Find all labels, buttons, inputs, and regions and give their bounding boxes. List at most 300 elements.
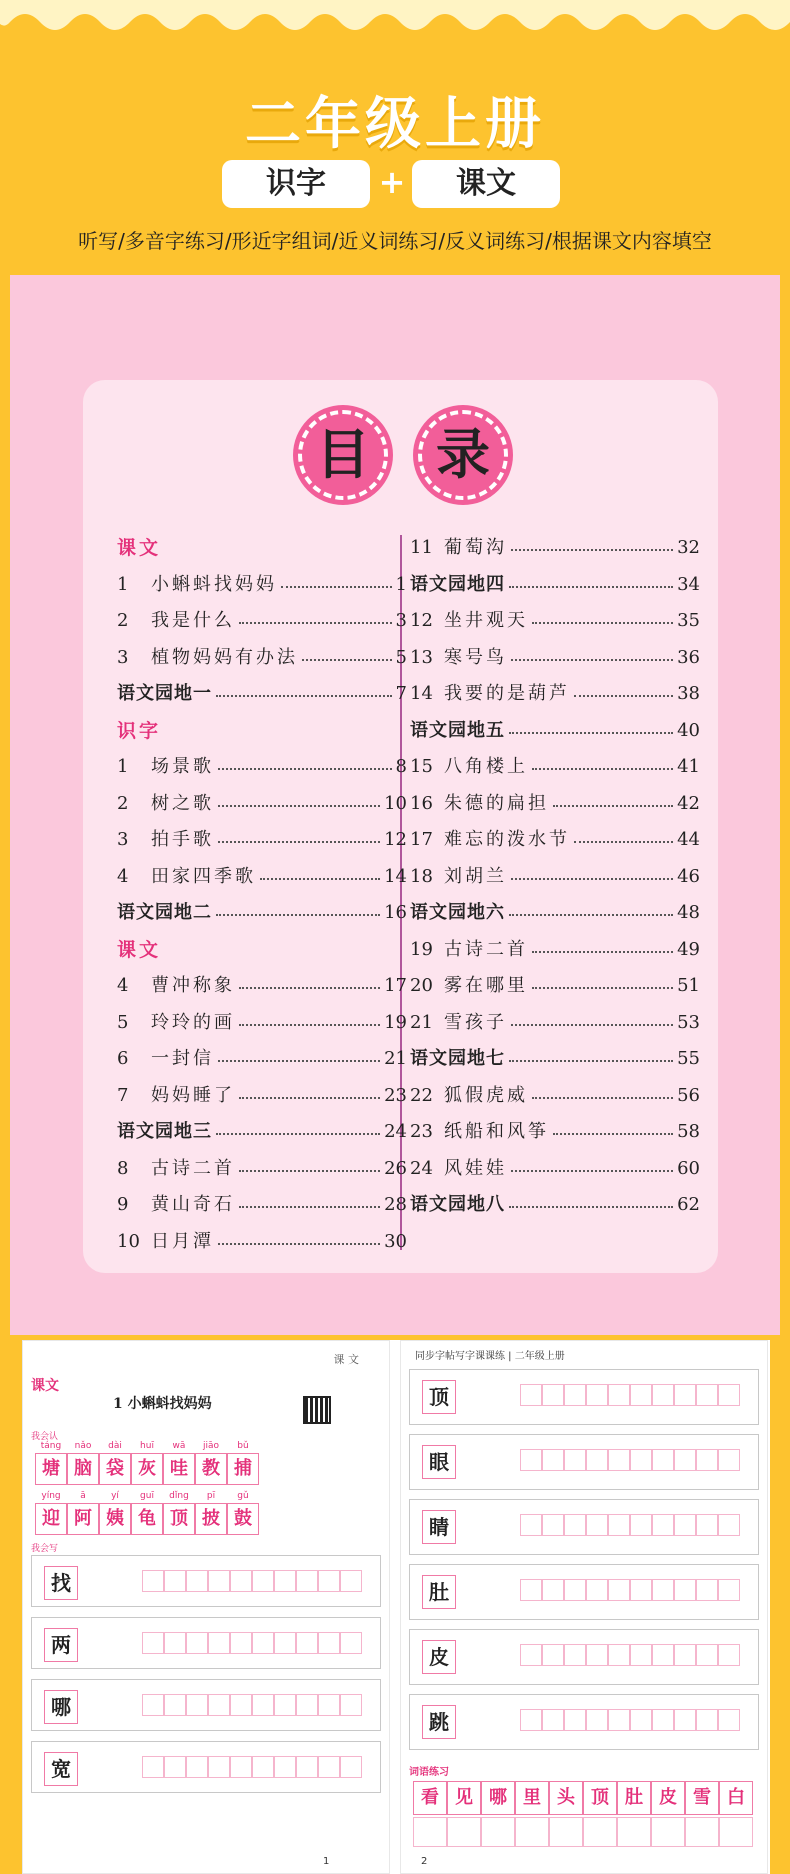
stroke-cell [608,1449,630,1471]
toc-page: 21 [384,1048,407,1069]
stroke-cell [652,1709,674,1731]
char-cell: 龟 [131,1503,163,1535]
toc-category: 课文 [117,537,162,559]
stroke-cell [586,1579,608,1601]
stroke-cells [520,1449,740,1471]
write-block [409,1499,759,1555]
toc-leader [532,1097,673,1099]
toc-row [117,932,407,969]
stroke-cell [674,1644,696,1666]
toc-row[interactable] [117,1114,407,1151]
toc-page: 8 [395,756,407,777]
page-number: 1 [323,1856,330,1867]
stroke-cell [520,1514,542,1536]
pinyin: pī [206,1491,216,1501]
char-cell: 见 [447,1781,481,1815]
pinyin: bǔ [237,1441,249,1451]
toc-left-column [117,530,407,1260]
stroke-cells [520,1514,740,1536]
stroke-cells [520,1709,740,1731]
toc-row[interactable] [410,859,700,896]
toc-row[interactable] [410,786,700,823]
toc-leader [509,586,673,588]
toc-row[interactable] [410,713,700,750]
stroke-cell [586,1384,608,1406]
stroke-cell [186,1570,208,1592]
stroke-cell [718,1579,740,1601]
toc-number: 17 [410,829,433,850]
stroke-cell [652,1514,674,1536]
toc-page: 62 [677,1194,700,1215]
char-cell: 迎 [35,1503,67,1535]
toc-row[interactable] [410,932,700,969]
toc-row[interactable] [410,968,700,1005]
write-char: 哪 [44,1690,78,1724]
toc-title: 雪孩子 [444,1011,507,1033]
stroke-cell [318,1632,340,1654]
toc-row[interactable] [117,1078,407,1115]
toc-page: 35 [677,610,700,631]
toc-title: 拍手歌 [151,829,214,850]
char-cell: 阿 [67,1503,99,1535]
stroke-cell [652,1449,674,1471]
toc-leader [281,586,392,588]
stroke-cell [586,1709,608,1731]
char-cell: 哪 [481,1781,515,1815]
write-block [409,1434,759,1490]
stroke-cell [630,1449,652,1471]
toc-category: 识字 [117,719,162,742]
toc-title: 狐假虎威 [444,1084,528,1106]
toc-row[interactable] [117,1041,407,1078]
stroke-cell [186,1756,208,1778]
toc-title: 语文园地三 [117,1121,212,1142]
toc-leader [553,1133,673,1135]
stroke-cell [520,1644,542,1666]
stroke-cells [520,1579,740,1601]
stroke-cell [652,1384,674,1406]
toc-leader [511,1024,673,1026]
toc-row[interactable] [117,822,407,859]
stroke-cell [542,1644,564,1666]
toc-title: 雾在哪里 [444,975,528,996]
toc-page: 51 [677,975,700,996]
stroke-cell [630,1579,652,1601]
toc-title: 坐井观天 [444,610,528,631]
stroke-cell [230,1756,252,1778]
toc-leader [218,1060,380,1062]
stroke-cell [696,1709,718,1731]
practice-cell [447,1817,481,1847]
toc-page: 32 [677,537,700,558]
toc-number: 16 [410,792,433,814]
toc-category: 课文 [117,938,162,961]
toc-title: 古诗二首 [151,1157,235,1179]
write-block [409,1564,759,1620]
stroke-cell [208,1694,230,1716]
toc-title: 葡萄沟 [444,537,507,558]
stroke-cell [542,1579,564,1601]
stroke-cell [630,1644,652,1666]
stroke-cell [542,1449,564,1471]
toc-number: 5 [117,1011,129,1033]
toc-leader [509,732,673,734]
toc-leader [218,768,392,770]
toc-leader [218,841,380,843]
pinyin: dǐng [169,1491,189,1501]
pinyin-row-2 [35,1491,259,1501]
stroke-cell [674,1384,696,1406]
stroke-cell [142,1694,164,1716]
toc-number: 20 [410,975,433,996]
pinyin: táng [40,1441,62,1451]
toc-page: 26 [384,1157,407,1179]
toc-page: 19 [384,1011,407,1033]
char-cell: 头 [549,1781,583,1815]
stroke-cell [230,1632,252,1654]
stroke-cell [696,1449,718,1471]
toc-title: 树之歌 [151,792,214,814]
stroke-cell [274,1756,296,1778]
toc-row[interactable] [410,676,700,713]
toc-page: 41 [677,756,700,777]
stroke-cell [696,1579,718,1601]
toc-page: 1 [395,573,407,595]
toc-row[interactable] [410,1187,700,1224]
toc-row[interactable] [410,1041,700,1078]
toc-row[interactable] [410,1114,700,1151]
toc-number: 3 [117,646,129,668]
toc-title: 纸船和风筝 [444,1121,549,1142]
stroke-cells [520,1644,740,1666]
stroke-cell [340,1632,362,1654]
toc-number: 19 [410,938,433,960]
stroke-cell [718,1709,740,1731]
char-cell: 肚 [617,1781,651,1815]
stroke-cell [608,1514,630,1536]
stroke-cell [674,1449,696,1471]
toc-row[interactable] [117,1151,407,1188]
toc-page: 23 [384,1084,407,1106]
pinyin: huī [140,1441,154,1451]
toc-title: 风娃娃 [444,1157,507,1179]
toc-title: 黄山奇石 [151,1194,235,1215]
toc-title: 朱德的扁担 [444,792,549,814]
stroke-cells [520,1384,740,1406]
toc-number: 24 [410,1157,433,1179]
qr-code-icon [303,1396,331,1424]
stroke-cell [252,1756,274,1778]
write-char: 睛 [422,1510,456,1544]
toc-leader [574,695,673,697]
toc-number: 2 [117,792,129,814]
pinyin-row-1 [35,1441,259,1451]
stroke-cell [520,1709,542,1731]
toc-row [117,530,407,567]
toc-title: 玲玲的画 [151,1011,235,1033]
toc-title: 小蝌蚪找妈妈 [151,573,277,595]
char-cell: 教 [195,1453,227,1485]
stroke-cell [164,1632,186,1654]
toc-row[interactable] [117,786,407,823]
pill-shizi: 识字 [222,160,370,208]
toc-row[interactable] [117,895,407,932]
stroke-cell [718,1644,740,1666]
section-label: 课文 [31,1378,59,1394]
stroke-cell [318,1756,340,1778]
write-char: 找 [44,1566,78,1600]
toc-leader [511,1170,673,1172]
write-block [409,1369,759,1425]
toc-number: 9 [117,1194,129,1215]
stroke-cell [208,1632,230,1654]
preview-page-2 [400,1340,768,1874]
char-row-2 [35,1503,259,1535]
plus-sign: + [378,163,406,201]
write-char: 两 [44,1628,78,1662]
stroke-cells [142,1694,362,1716]
toc-row[interactable] [410,567,700,604]
toc-page: 34 [677,573,700,595]
toc-page: 14 [384,865,407,887]
toc-title: 寒号鸟 [444,646,507,668]
pinyin: dài [108,1441,122,1451]
stroke-cells [142,1570,362,1592]
toc-title: 语文园地五 [410,719,505,741]
toc-row[interactable] [117,1005,407,1042]
stroke-cell [520,1449,542,1471]
toc-title-char-1: 目 [298,410,388,500]
toc-leader [260,878,380,880]
toc-page: 12 [384,829,407,850]
stroke-cell [186,1632,208,1654]
char-cell: 看 [413,1781,447,1815]
stroke-cell [696,1514,718,1536]
toc-row[interactable] [117,859,407,896]
char-cell: 捕 [227,1453,259,1485]
toc-row[interactable] [410,1151,700,1188]
toc-row[interactable] [117,640,407,677]
toc-title: 植物妈妈有办法 [151,646,298,668]
stroke-cell [142,1632,164,1654]
toc-number: 11 [410,537,433,558]
toc-leader [239,622,392,624]
toc-title: 日月潭 [151,1230,214,1252]
char-row-1 [35,1453,259,1485]
stroke-cell [564,1579,586,1601]
stroke-cell [674,1579,696,1601]
stroke-cell [274,1694,296,1716]
toc-page: 3 [395,610,407,631]
toc-leader [239,1097,380,1099]
toc-row[interactable] [410,895,700,932]
pinyin: jiāo [202,1441,220,1451]
toc-leader [216,914,380,916]
toc-title-char-2: 录 [418,410,508,500]
stroke-cell [296,1756,318,1778]
practice-cell [719,1817,753,1847]
toc-row[interactable] [117,1187,407,1224]
toc-page: 42 [677,792,700,814]
write-char: 眼 [422,1445,456,1479]
toc-title: 我要的是葫芦 [444,683,570,704]
section-label: 词语练习 [409,1767,449,1778]
char-cell: 顶 [583,1781,617,1815]
toc-row[interactable] [410,603,700,640]
stroke-cells [142,1632,362,1654]
toc-title: 语文园地一 [117,683,212,704]
char-cell: 鼓 [227,1503,259,1535]
stroke-cell [296,1632,318,1654]
stroke-cell [608,1384,630,1406]
toc-number: 3 [117,829,129,850]
practice-cell [651,1817,685,1847]
toc-row[interactable] [410,530,700,567]
stroke-cell [586,1514,608,1536]
toc-number: 7 [117,1084,129,1106]
write-char: 跳 [422,1705,456,1739]
stroke-cell [696,1384,718,1406]
toc-title: 妈妈睡了 [151,1084,235,1106]
toc-row[interactable] [410,749,700,786]
stroke-cell [252,1694,274,1716]
pinyin: yí [111,1491,119,1501]
write-char: 宽 [44,1752,78,1786]
toc-title: 曹冲称象 [151,975,235,996]
toc-leader [509,1206,673,1208]
toc-page: 5 [395,646,407,668]
pinyin: yíng [41,1491,61,1501]
stroke-cells [142,1756,362,1778]
stroke-cell [718,1384,740,1406]
toc-row[interactable] [117,603,407,640]
toc-number: 4 [117,975,129,996]
toc-row[interactable] [117,1224,407,1261]
toc-right-column [410,530,700,1224]
toc-page: 55 [677,1048,700,1069]
write-block [409,1629,759,1685]
toc-title: 八角楼上 [444,756,528,777]
toc-leader [302,659,392,661]
write-block [31,1741,381,1793]
toc-page: 48 [677,902,700,923]
pill-kewen: 课文 [412,160,560,208]
stroke-cell [274,1632,296,1654]
stroke-cell [164,1756,186,1778]
toc-row[interactable] [410,1005,700,1042]
toc-leader [532,987,673,989]
toc-leader [511,549,673,551]
toc-row[interactable] [117,968,407,1005]
stroke-cell [652,1579,674,1601]
stroke-cell [230,1694,252,1716]
toc-number: 13 [410,646,433,668]
stroke-cell [608,1644,630,1666]
toc-page: 38 [677,683,700,704]
toc-title: 语文园地四 [410,573,505,595]
char-cell: 塘 [35,1453,67,1485]
toc-leader [218,805,380,807]
stroke-cell [274,1570,296,1592]
toc-page: 56 [677,1084,700,1106]
stroke-cell [142,1756,164,1778]
toc-title: 一封信 [151,1048,214,1069]
char-cell: 皮 [651,1781,685,1815]
tag-write: 我会写 [31,1544,59,1554]
toc-title: 我是什么 [151,610,235,631]
preview-page-1 [22,1340,390,1874]
toc-row[interactable] [117,567,407,604]
toc-page: 58 [677,1121,700,1142]
toc-page: 10 [384,792,407,814]
toc-row [117,713,407,750]
subtitle: 听写/多音字练习/形近字组词/近义词练习/反义词练习/根据课文内容填空 [78,229,712,253]
toc-leader [511,659,673,661]
toc-title: 难忘的泼水节 [444,829,570,850]
toc-row[interactable] [117,749,407,786]
practice-cell [617,1817,651,1847]
toc-leader [216,695,392,697]
write-char: 皮 [422,1640,456,1674]
stroke-cell [340,1694,362,1716]
toc-row[interactable] [410,822,700,859]
stroke-cell [718,1449,740,1471]
write-block [31,1679,381,1731]
stroke-cell [630,1514,652,1536]
toc-leader [553,805,673,807]
toc-row[interactable] [410,1078,700,1115]
stroke-cell [296,1570,318,1592]
stroke-cell [586,1449,608,1471]
toc-number: 1 [117,756,129,777]
stroke-cell [252,1570,274,1592]
toc-number: 18 [410,865,433,887]
pinyin: gǔ [237,1491,249,1501]
stroke-cell [296,1694,318,1716]
stroke-cell [630,1709,652,1731]
pinyin: nǎo [74,1441,92,1451]
toc-number: 6 [117,1048,129,1069]
toc-leader [532,768,673,770]
toc-leader [509,1060,673,1062]
write-char: 顶 [422,1380,456,1414]
toc-page: 30 [384,1230,407,1252]
toc-title: 田家四季歌 [151,865,256,887]
char-cell: 白 [719,1781,753,1815]
practice-cell [583,1817,617,1847]
practice-cell [413,1817,447,1847]
stroke-cell [564,1384,586,1406]
stroke-cell [674,1709,696,1731]
toc-page: 28 [384,1194,407,1215]
stroke-cell [564,1644,586,1666]
stroke-cell [520,1579,542,1601]
toc-leader [511,878,673,880]
write-char: 肚 [422,1575,456,1609]
stroke-cell [674,1514,696,1536]
toc-title: 语文园地六 [410,902,505,923]
toc-number: 10 [117,1230,140,1252]
toc-row[interactable] [117,676,407,713]
char-cell: 里 [515,1781,549,1815]
stroke-cell [164,1570,186,1592]
char-cell: 哇 [163,1453,195,1485]
toc-number: 2 [117,610,129,631]
toc-row[interactable] [410,640,700,677]
toc-page: 17 [384,975,407,996]
pinyin: wā [172,1441,186,1451]
char-cell: 灰 [131,1453,163,1485]
